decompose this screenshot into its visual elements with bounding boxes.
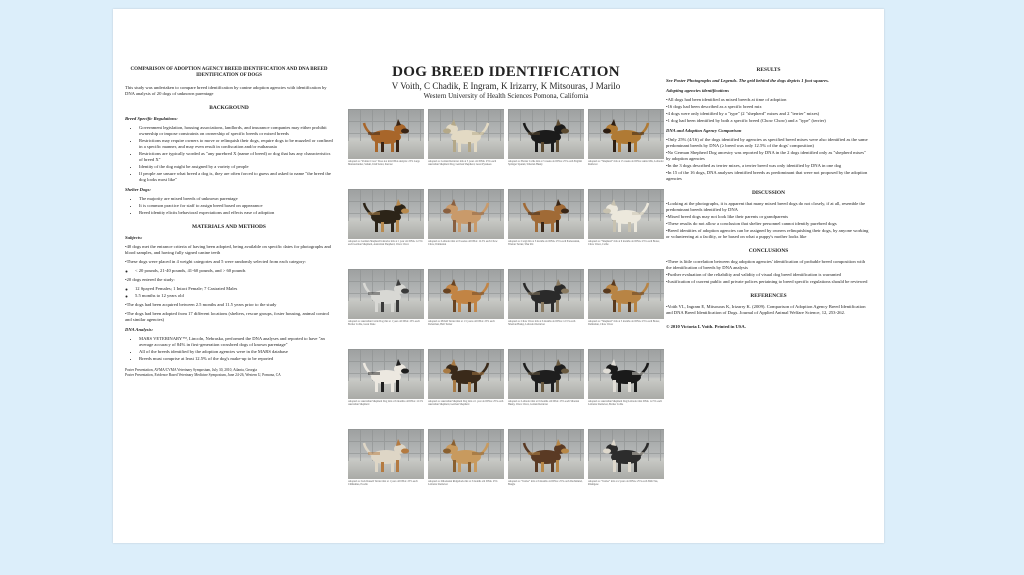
dog-photo [348, 349, 424, 399]
dog-photo [428, 349, 504, 399]
copyright: © 2010 Victoria L Voith. Printed in USA. [666, 324, 746, 329]
subjects-paragraph: •20 dogs entered the study: [125, 277, 175, 282]
agencies-list [666, 97, 871, 124]
list-item: • It is common practice for staff to assign breed based on appearance [139, 203, 333, 209]
photo-caption: Adopted as: "Shepherd" mix at 5 months old DNA: 25% each Boxer, Dalmatian, Chow Chow [588, 320, 660, 327]
dog-figure [348, 189, 424, 239]
list-item: • MARS VETERINARY™, Lincoln, Nebraska, performed the DNA analyses and reported to have "an average accuracy of 84% in first-generation crossbred dogs of known parentage" [139, 336, 333, 348]
footnote: Poster Presentation, Evidence Based Veterinary Medicine Symposium, June 24-26, Western U, Pomona, CA [125, 373, 281, 377]
intro-text: This study was undertaken to compare breed identification by canine adoption agencies with identification by DNA analysis of 20 dogs of unknown parentage [125, 85, 327, 96]
dog-photo [588, 429, 664, 479]
affiliation: Western University of Health Sciences Pomona, California [423, 92, 589, 100]
dog-photo [508, 349, 584, 399]
background-heading: BACKGROUND [209, 105, 249, 111]
list-item: • Breeds must comprise at least 12.5% of the dog's make-up to be reported [139, 356, 333, 362]
subjects-paragraph: •These dogs were placed in 4 weight categories and 5 were randomly selected from each category: [125, 259, 307, 264]
list-item: ◦ < 20 pounds, 21-40 pounds, 41-60 pounds, and > 60 pounds [135, 268, 333, 274]
list-item: •In the 3 dogs described as terrier mixes, a terrier breed was only identified by DNA in one dog [666, 163, 842, 168]
conclusions-list [666, 259, 871, 285]
list-item: ◦ 5.5 months to 12 years old [135, 293, 333, 299]
list-item: •Breed identities of adoption agencies can be assigned by owners relinquishing their dogs, by anyone working or volunteering at a facility, or be based on what a puppy's mother looks like [666, 228, 869, 239]
dog-photo [508, 109, 584, 159]
subjects-list [125, 286, 333, 299]
list-item: •4 dogs were only identified by a "type" (2 "shepherd" mixes and 2 "terrier" mixes) [666, 111, 820, 116]
compare-list [666, 137, 871, 182]
photo-caption: Adopted as: "Terrier" mix at 6 months old DNA: 25% each Dachshund, Beagle [508, 480, 583, 487]
dog-figure [428, 429, 504, 479]
conclusions-heading: CONCLUSIONS [748, 248, 789, 254]
shelter-heading: Shelter Dogs: [125, 187, 151, 192]
photo-caption: Adopted as: Labrador mix at 8 weeks old DNA: 12.5% each Chow Chow, Dalmatian [428, 240, 498, 247]
photo-caption: Adopted as: Golden Retriever mix at 5 years old DNA: 25% each Australian Shepherd Dog, German Shepherd, Great Pyrenees [428, 160, 497, 167]
list-item: •There is little correlation between dog adoption agencies' identification of probable breed composition with the identification of breeds by DNA analysis [666, 259, 866, 270]
photo-caption: Adopted as: "Pointer Cross" Does not mix DNA analysis: 25% Large Munsterlander, Saluki, Irish Setter, Kuvasz [348, 160, 420, 167]
photo-caption: Adopted as: Australian Shepherd Dog mix at 6 months old DNA: 12.5% Australian Shepherd [348, 400, 424, 407]
dog-photo [348, 189, 424, 239]
dog-figure [588, 269, 664, 319]
dog-photo [588, 349, 664, 399]
dog-figure [348, 109, 424, 159]
results-heading: RESULTS [756, 67, 781, 73]
dog-photo [348, 429, 424, 479]
photo-caption: Adopted as: "Shepherd" mix at 9 months old DNA: 25% each Boxer, Chow Chow, Collie [588, 240, 660, 247]
dog-figure [428, 109, 504, 159]
list-item: • Breed identity elicits behavioral expectations and effects ease of adoption [139, 210, 333, 216]
dog-photo-card [428, 189, 504, 266]
dog-photo-card [428, 429, 504, 506]
dog-photo-card [588, 189, 664, 266]
dog-photo [428, 109, 504, 159]
dna-list [125, 336, 333, 362]
dog-photo-card [348, 109, 424, 186]
list-item: • All of the breeds identified by the adoption agencies were in the MARS database [139, 349, 333, 355]
photo-caption: Adopted as: Corgi mix at 3 months old DNA: 25% each Pomeranian, Tibetan Terrier, Shar Pei [508, 240, 580, 247]
photo-caption: Adopted as: Pitbull Terrier mix at 1.5 years old DNA: 25% each Doberman, Bull Terrier [428, 320, 495, 327]
dog-photo [588, 269, 664, 319]
dog-photo-card [348, 349, 424, 426]
dog-photo [508, 189, 584, 239]
dog-figure [588, 429, 664, 479]
list-item: •1 dog had been identified by both a specific breed (Chow Chow) and a "type" (terrier) [666, 118, 826, 123]
dog-photo [428, 269, 504, 319]
list-item: •These results do not allow a conclusion that shelter personnel cannot identify purebred dogs [666, 221, 837, 226]
agencies-heading: Adopting agencies identifications [666, 88, 730, 93]
poster-title: DOG BREED IDENTIFICATION [392, 64, 620, 80]
footnote: Poster Presentation, AVMA/CVMA Veterinary Symposium, July 30, 2010, Atlanta, Georgia [125, 368, 257, 372]
middle-column [346, 64, 666, 506]
dog-figure [508, 269, 584, 319]
authors: V Voith, C Chadik, E Ingram, K Irizarry, K Mitsouras, J Marilo [391, 81, 621, 91]
dog-photo-card [508, 189, 584, 266]
dog-photo [348, 269, 424, 319]
shelter-list [125, 196, 333, 216]
photo-caption: Adopted as: Australian Cattle Dog mix at 1 year old DNA: 25% each Border Collie, Great Dane [348, 320, 420, 327]
subjects-paragraph: •The dogs had been acquired between 2.5 months and 11.5 years prior to the study [125, 302, 277, 307]
references-heading: REFERENCES [750, 293, 787, 299]
dog-figure [508, 189, 584, 239]
weight-list [125, 268, 333, 274]
list-item: •Only 25% (4/16) of the dogs identified by agencies as specified breed mixes were also identified as the same predominant breeds by DNA (≥ breed was only 12.5% of the dogs' composition) [666, 137, 868, 148]
dog-photo [428, 429, 504, 479]
photo-caption: Adopted as: Jack Russell Terrier mix at 1 year old DNA: 25% each Chihuahua, Poodle [348, 480, 418, 487]
dog-photo-card [588, 109, 664, 186]
dog-figure [348, 269, 424, 319]
dog-figure [588, 109, 664, 159]
dog-figure [428, 189, 504, 239]
dog-figure [508, 429, 584, 479]
photo-caption: Adopted as: Chow Chow mix at 6 months old DNA: 12.5% each Siberian Husky, Labrador Retriever [508, 320, 576, 327]
dog-photo-card [508, 269, 584, 346]
list-item: •Mixed breed dogs may not look like their parents or grandparents [666, 214, 789, 219]
dog-photo-card [508, 109, 584, 186]
list-item: •No German Shepherd Dog ancestry was reported by DNA in the 2 dogs identified only as "shepherd mixes" by adoption agencies [666, 150, 866, 161]
list-item: • Restrictions are typically worded as "any purebred X (name of breed) or dog that has any characteristics of breed X" [139, 151, 333, 163]
photo-caption: Adopted as: Border Collie mix at 3 weeks old DNA: 25% each English Springer Spaniel, Siberian Husky [508, 160, 582, 167]
photo-caption: Adopted as: Australian Shepherd Dog mix at 1 year old DNA: 25% each Australian Shepherd, German Shepherd [428, 400, 504, 407]
list-item: •Further evaluation of the reliability and validity of visual dog breed identification is warranted [666, 272, 841, 277]
list-item: •Looking at the photographs, it is apparent that many mixed breed dogs do not closely, if at all, resemble the predominant breeds identified by DNA [666, 201, 866, 212]
photo-caption: Adopted as: German Shepherd/Labrador mix at 1 year old DNA: 12.5% each German Shepherd, Australian Shepherd, Chow Chow [348, 240, 423, 247]
photo-caption: Adopted as: Labrador mix at 6 months old DNA: 25% each Siberian Husky, Chow Chow, Golden Retriever [508, 400, 580, 407]
dog-photo-card [508, 349, 584, 426]
dog-photo [348, 109, 424, 159]
reference-text: •Voith VL, Ingram E, Mitsouras K, Irizarry K. (2009). Comparison of Adoption Agency Breed Identification and DNA Breed Identification of Dogs. Journal of Applied Animal Welfare Science, 12, 253-262. [666, 304, 866, 315]
dog-photo-card [428, 269, 504, 346]
list-item: • Restrictions may require owners to move or relinquish their dogs, require dogs to be muzzled or confined in a specific manner, and may even result in confiscation and/or euthanasia [139, 138, 333, 150]
methods-heading: MATERIALS AND METHODS [192, 224, 266, 230]
dog-photo-card [428, 349, 504, 426]
dog-photo-card [348, 429, 424, 506]
list-item: •In 15 of the 16 dogs, DNA analyses identified breeds as predominant that were not proposed by the adoption agencies [666, 170, 868, 181]
dna-heading: DNA Analysis: [125, 327, 154, 332]
discussion-heading: DISCUSSION [752, 190, 785, 196]
comparison-title: COMPARISON OF ADOPTION AGENCY BREED IDENTIFICATION AND DNA BREED IDENTIFICATION OF DOGS [130, 67, 328, 78]
list-item: •All dogs had been identified as mixed breeds at time of adoption [666, 97, 787, 102]
list-item: • If people are unsure what breed a dog is, they are often forced to guess and asked to name "the breed the dog looks most like" [139, 171, 333, 183]
photo-caption: Adopted as: "Terrier" mix at 2 years old DNA: 25% each Shih Tzu, Pekingese [588, 480, 658, 487]
photo-caption: Adopted as: Australian Shepherd Dog/Labrador mix DNA: 12.5% each Labrador Retriever, Border Collie [588, 400, 662, 407]
dog-photo-card [348, 189, 424, 266]
dog-photo [508, 269, 584, 319]
dog-figure [428, 269, 504, 319]
list-item: ◦ 12 Spayed Females; 1 Intact Female; 7 Castrated Males [135, 286, 333, 292]
photo-caption: Adopted as: "Shepherd" mix at 15 weeks old DNA: Akita Mix, Labrador Retriever [588, 160, 664, 167]
photo-caption: Adopted as: Rhodesian Ridgeback mix at 3 months old DNA: 25% Labrador Retriever [428, 480, 498, 487]
left-column [125, 67, 333, 378]
photo-grid [346, 109, 666, 506]
subjects-paragraph: •The dogs had been adopted from 17 different locations (shelters, rescue groups, foster housing, animal control and similar agencies) [125, 311, 330, 322]
list-item: •16 dogs had been described as a specific breed mix [666, 104, 762, 109]
dog-figure [508, 349, 584, 399]
dog-figure [508, 109, 584, 159]
breed-regs-list [125, 125, 333, 183]
dog-photo [508, 429, 584, 479]
list-item: • Identity of the dog might be assigned by a variety of people [139, 164, 333, 170]
dog-figure [588, 189, 664, 239]
dog-photo-card [348, 269, 424, 346]
compare-heading: DNA and Adoption Agency Comparison [666, 128, 742, 133]
subjects-paragraph: •40 dogs met the entrance criteria of having been adopted, being available on specific dates for photographs and blood samples, and having fully signed canine teeth [125, 244, 331, 255]
dog-figure [428, 349, 504, 399]
dog-photo [588, 189, 664, 239]
dog-photo-card [588, 269, 664, 346]
dog-figure [588, 349, 664, 399]
dog-figure [348, 429, 424, 479]
dog-photo-card [428, 109, 504, 186]
results-note: See Poster Photographs and Legends. The grid behind the dogs depicts 1 foot squares. [666, 78, 829, 83]
dog-photo-card [508, 429, 584, 506]
subjects-heading: Subjects: [125, 235, 143, 240]
list-item: • Government legislation, housing associations, landlords, and insurance companies may either prohibit ownership or impose constraints on ownership of specific breeds or mixed breeds [139, 125, 333, 137]
right-column [666, 67, 871, 330]
list-item: • The majority are mixed breeds of unknown parentage [139, 196, 333, 202]
dog-figure [348, 349, 424, 399]
dog-photo-card [588, 429, 664, 506]
dog-photo [428, 189, 504, 239]
poster [113, 9, 884, 543]
discussion-list [666, 201, 871, 240]
dog-photo [588, 109, 664, 159]
dog-photo-card [588, 349, 664, 426]
list-item: •Justification of current public and private polices pertaining to breed specific regulations should be reviewed [666, 279, 868, 284]
breed-regs-heading: Breed Specific Regulations: [125, 116, 178, 121]
